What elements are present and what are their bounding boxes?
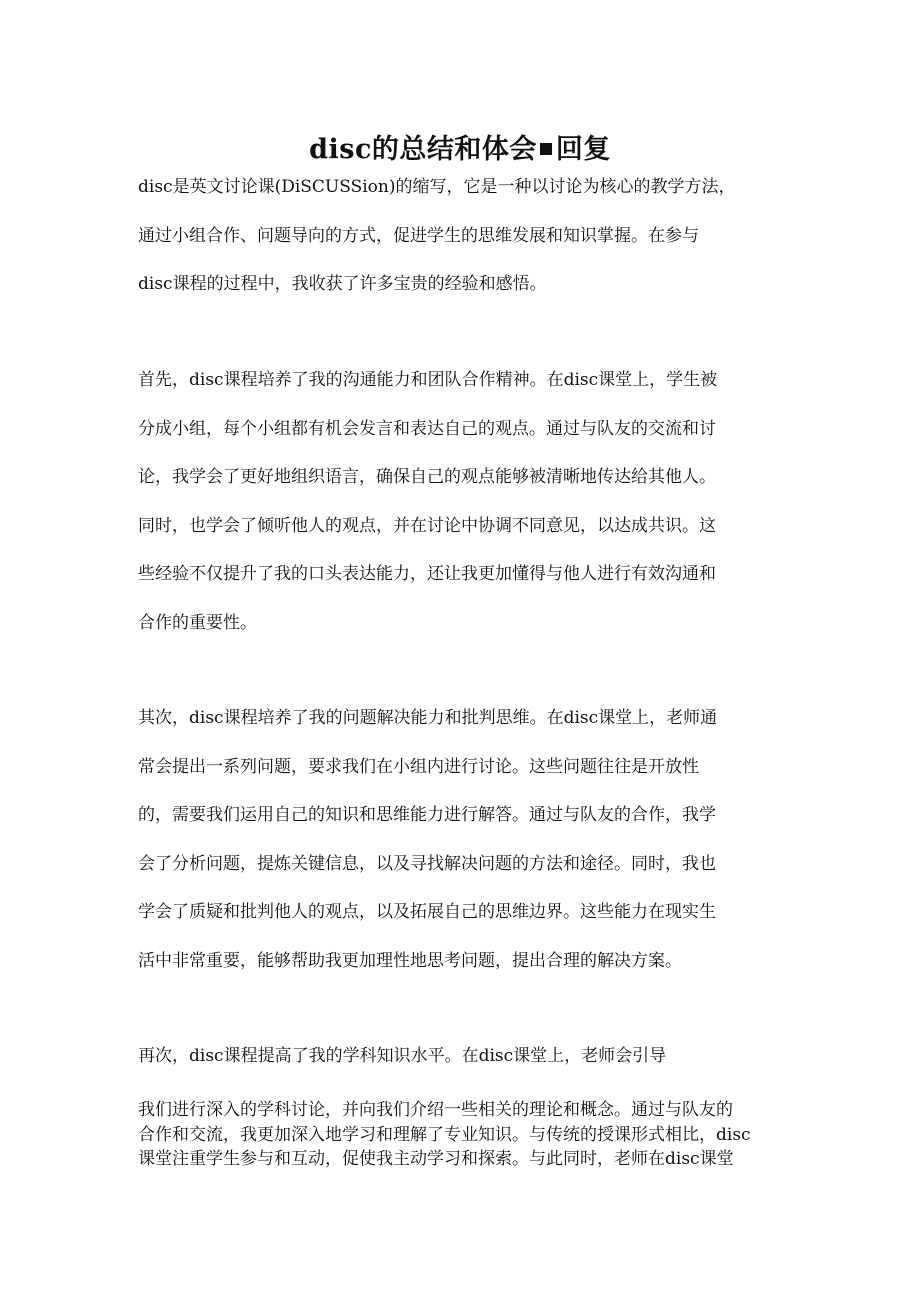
text-line: 其次，disc课程培养了我的问题解决能力和批判思维。在disc课堂上，老师通 — [138, 708, 718, 728]
text-line: 些经验不仅提升了我的口头表达能力，还让我更加懂得与他人进行有效沟通和 — [138, 564, 716, 585]
title-suffix: 回复 — [555, 134, 611, 166]
paragraph-problem-solving — [138, 694, 790, 986]
text-line: disc是英文讨论课(DiSCUSSion)的缩写，它是一种以讨论为核心的教学方法， — [138, 177, 736, 197]
text-line: 活中非常重要，能够帮助我更加理性地思考问题，提出合理的解决方案。 — [138, 950, 682, 971]
title-text: disc的总结和体会 — [309, 134, 537, 166]
text-line: 会了分析问题，提炼关键信息，以及寻找解决问题的方法和途径。同时，我也 — [138, 853, 716, 874]
text-line: 同时，也学会了倾听他人的观点，并在讨论中协调不同意见，以达成共识。这 — [138, 515, 716, 536]
text-line: 我们进行深入的学科讨论，并向我们介绍一些相关的理论和概念。通过与队友的 — [138, 1100, 733, 1120]
text-line: 再次，disc课程提高了我的学科知识水平。在disc课堂上，老师会引导 — [138, 1046, 667, 1066]
paragraph-knowledge — [138, 1032, 790, 1081]
text-line: 合作和交流，我更加深入地学习和理解了专业知识。与传统的授课形式相比，disc — [138, 1124, 751, 1145]
text-line: 课堂注重学生参与和互动，促使我主动学习和探索。与此同时，老师在disc课堂 — [138, 1149, 734, 1169]
text-line: 学会了质疑和批判他人的观点，以及拓展自己的思维边界。这些能力在现实生 — [138, 902, 716, 923]
text-line: disc课程的过程中，我收获了许多宝贵的经验和感悟。 — [138, 274, 547, 295]
text-line: 论，我学会了更好地组织语言，确保自己的观点能够被清晰地传达给其他人。 — [138, 467, 716, 488]
text-line: 常会提出一系列问题，要求我们在小组内进行讨论。这些问题往往是开放性 — [138, 756, 699, 777]
paragraph-knowledge-continued — [138, 1098, 790, 1172]
text-line: 合作的重要性。 — [138, 612, 257, 633]
text-line: 通过小组合作、问题导向的方式，促进学生的思维发展和知识掌握。在参与 — [138, 225, 699, 246]
text-line: 首先，disc课程培养了我的沟通能力和团队合作精神。在disc课堂上，学生被 — [138, 370, 718, 390]
square-bullet-icon — [540, 143, 552, 155]
text-line: 分成小组，每个小组都有机会发言和表达自己的观点。通过与队友的交流和讨 — [138, 418, 716, 439]
paragraph-communication — [138, 356, 790, 648]
text-line: 的，需要我们运用自己的知识和思维能力进行解答。通过与队友的合作，我学 — [138, 805, 716, 826]
paragraph-intro — [138, 163, 790, 309]
